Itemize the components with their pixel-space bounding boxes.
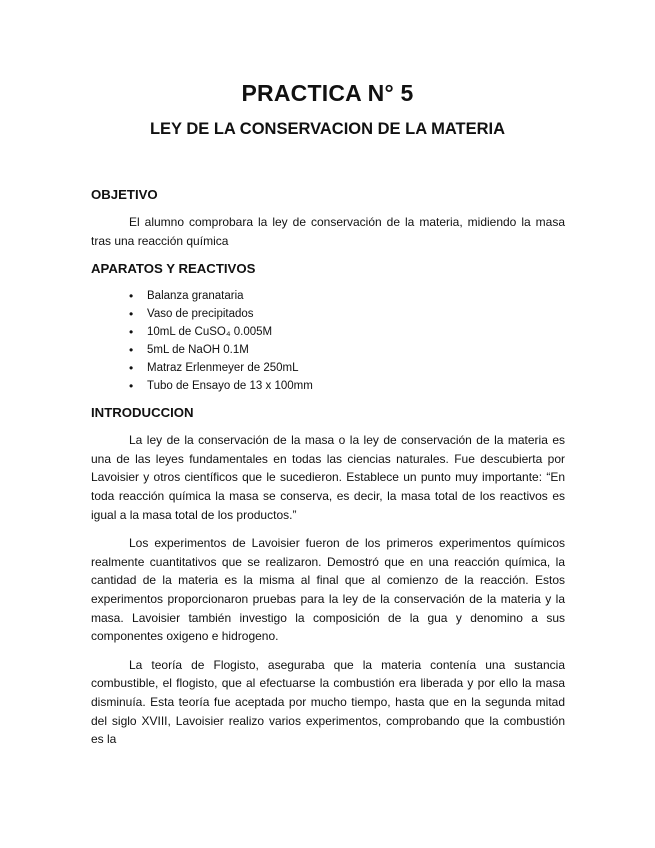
bullet-icon: • (129, 289, 134, 304)
section-objetivo (91, 186, 565, 250)
intro-paragraph-3: La teoría de Flogisto, aseguraba que la materia contenía una sustancia combustible, el flogisto, que al efectuarse la combustión era liberada y por ello la masa disminuía. Esta teoría fue aceptada por mucho tiempo, hasta que en la segunda mitad del siglo XVIII, Lavoisier realizo varios experimentos, comprobando que la combustión es la (91, 657, 565, 747)
intro-paragraph-2: Los experimentos de Lavoisier fueron de los primeros experimentos químicos realmente cuantitativos que se realizaron. Demostró que en una reacción química, la cantidad de la materia es la misma al final que al comienzo de la reacción. Estos experimentos proporcionaron pruebas para la ley de la conservación de la materia y la masa. Lavoisier también investigo la composición de la gua y denomino a sus componentes oxigeno e hidrogeno. (91, 536, 565, 644)
list-item-text: Tubo de Ensayo de 13 x 100mm (147, 380, 313, 393)
list-item-text: Vaso de precipitados (147, 308, 254, 321)
list-item-text: 10mL de CuSO₄ 0.005M (147, 326, 273, 339)
bullet-icon: • (129, 307, 134, 322)
list-item (91, 323, 565, 341)
list-item-text: Balanza granataria (147, 290, 244, 303)
list-item-text: Matraz Erlenmeyer de 250mL (147, 362, 299, 375)
list-item-text: 5mL de NaOH 0.1M (147, 344, 249, 357)
section-aparatos (91, 260, 565, 395)
bullet-icon: • (129, 379, 134, 394)
objetivo-paragraph: El alumno comprobara la ley de conservación de la materia, midiendo la masa tras una reacción química (91, 215, 565, 248)
list-item (91, 305, 565, 323)
bullet-icon: • (129, 361, 134, 376)
list-item (91, 377, 565, 395)
page-subtitle: LEY DE LA CONSERVACION DE LA MATERIA (149, 120, 506, 138)
section-heading-aparatos: APARATOS Y REACTIVOS (91, 261, 256, 277)
list-item (91, 287, 565, 305)
section-heading-objetivo: OBJETIVO (91, 187, 158, 202)
section-heading-introduccion: INTRODUCCION (91, 405, 194, 421)
document-body (91, 186, 565, 759)
aparatos-list (91, 287, 565, 395)
page-title: PRACTICA N° 5 (241, 80, 414, 106)
bullet-icon: • (129, 325, 134, 340)
section-introduccion (91, 404, 565, 749)
bullet-icon: • (129, 343, 134, 358)
list-item (91, 359, 565, 377)
intro-paragraph-1: La ley de la conservación de la masa o la ley de conservación de la materia es una de las leyes fundamentales en todas las ciencias naturales. Fue descubierta por Lavoisier y otros científicos que le sucedieron. Establece un punto muy importante: “En toda reacción química la masa se conserva, es decir, la masa total de los reactivos es igual a la masa total de los productos.” (91, 433, 565, 522)
list-item (91, 341, 565, 359)
